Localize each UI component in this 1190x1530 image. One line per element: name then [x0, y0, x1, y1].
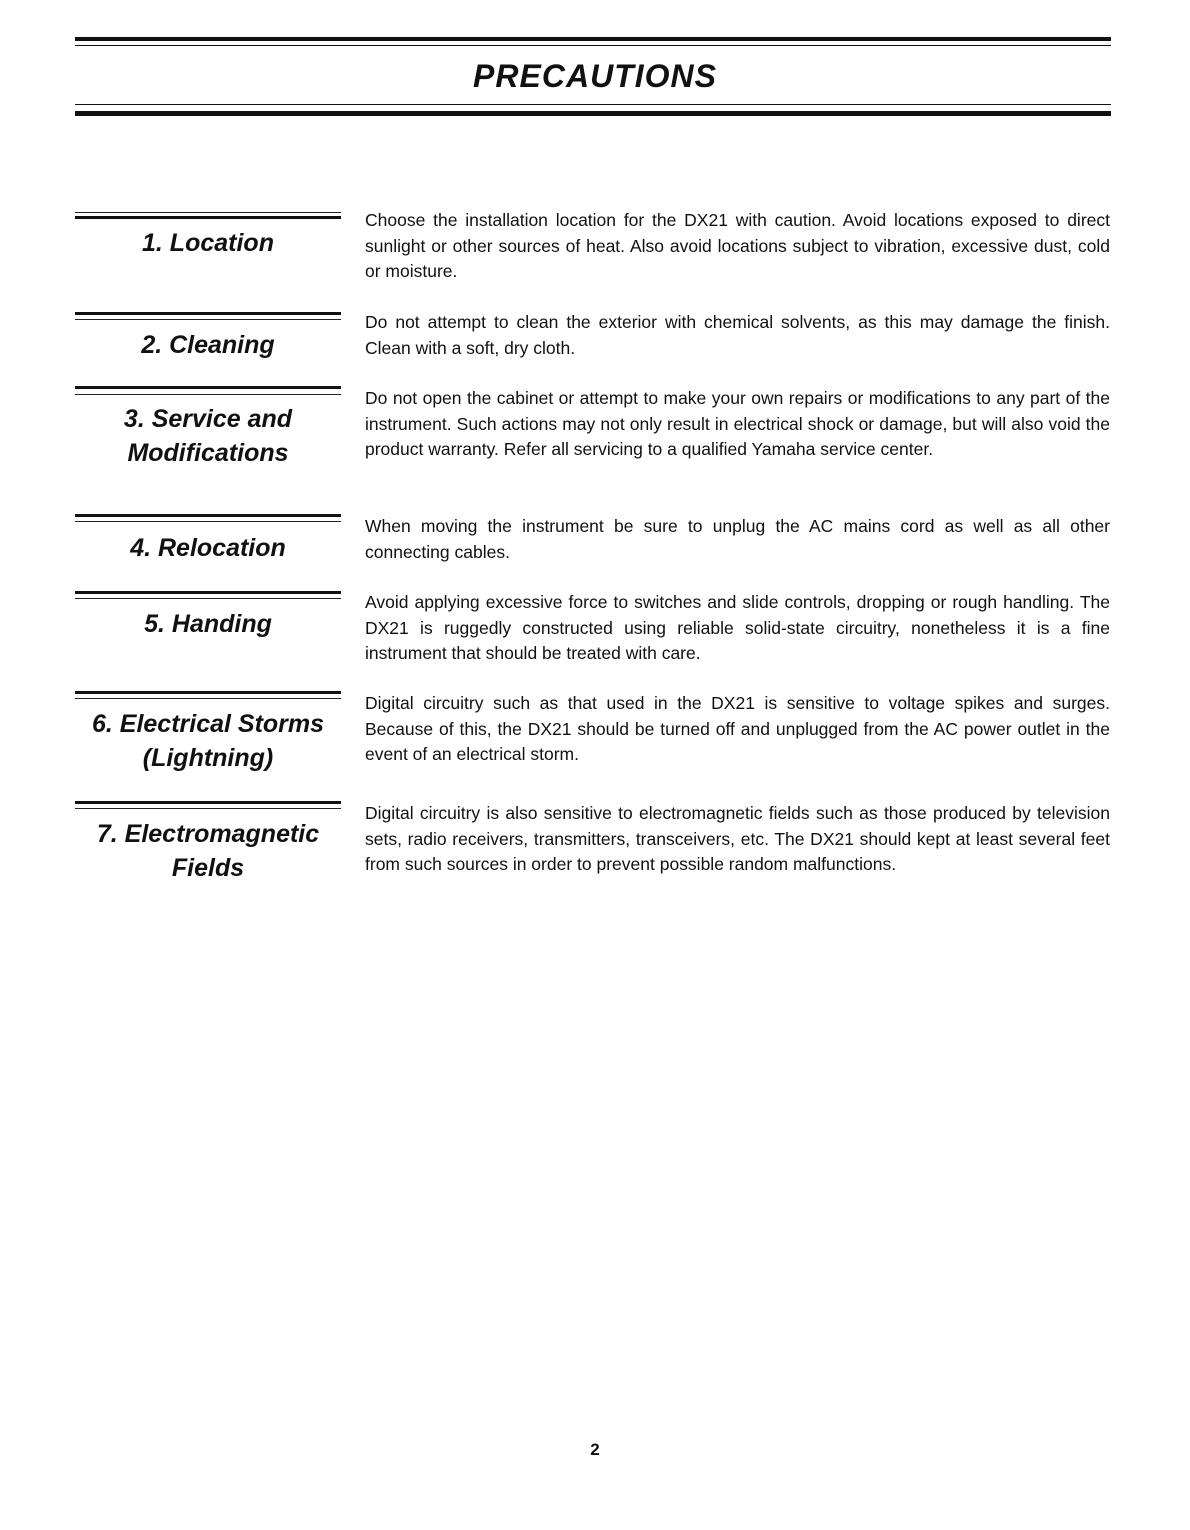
heading-line: 7. Electromagnetic: [96, 820, 320, 848]
section-rule-thin: [75, 808, 341, 809]
section-body: Digital circuitry such as that used in the DX21 is sensitive to voltage spikes and surges. Because of this, the DX21 should be turned off and unplugged from the AC power outlet in the event of an electrical storm.: [365, 693, 1110, 764]
section-heading: [70, 226, 346, 260]
section-body: Do not open the cabinet or attempt to make your own repairs or modifications to any part of the instrument. Such actions may not only result in electrical shock or damage, but will also void the product warranty. Refer all servicing to a qualified Yamaha service center.: [365, 388, 1110, 459]
heading-line: 2. Cleaning: [141, 331, 275, 359]
section-rule-thick: [75, 591, 341, 594]
section-rule-thin: [75, 319, 341, 320]
section-rule-thick: [75, 312, 341, 315]
section-rule-thin: [75, 212, 341, 213]
section-rule-thick: [75, 691, 341, 694]
section-heading: [70, 607, 346, 641]
section-body: Do not attempt to clean the exterior with chemical solvents, as this may damage the finish. Clean with a soft, dry cloth.: [365, 312, 1110, 358]
heading-line: 5. Handing: [144, 610, 272, 638]
section-rule-thin: [75, 394, 341, 395]
section-body: When moving the instrument be sure to unplug the AC mains cord as well as all other connecting cables.: [365, 516, 1110, 562]
section-body: Avoid applying excessive force to switches and slide controls, dropping or rough handling. The DX21 is ruggedly constructed using reliable solid-state circuitry, nonetheless it is a fine instrument that should be treated with care.: [365, 592, 1110, 663]
section-rule-thin: [75, 598, 341, 599]
section-rule-thick: [75, 386, 341, 389]
page-title: PRECAUTIONS: [473, 58, 717, 94]
heading-line: 1. Location: [142, 229, 274, 257]
section-rule-thin: [75, 521, 341, 522]
section-body: Digital circuitry is also sensitive to electromagnetic fields such as those produced by television sets, radio receivers, transmitters, transceivers, etc. The DX21 should kept at least several feet from such sources in order to prevent possible random malfunctions.: [365, 803, 1110, 874]
header-top-rule-thin: [75, 45, 1111, 46]
section-rule-thin: [75, 698, 341, 699]
section-rule-thick: [75, 514, 341, 517]
heading-line: Fields: [171, 854, 245, 882]
section-rule-thick: [75, 801, 341, 804]
header-top-rule-thick: [75, 37, 1111, 41]
page-number: 2: [590, 1440, 600, 1459]
header-bottom-rule-thick: [75, 111, 1111, 116]
section-heading: [70, 328, 346, 362]
heading-line: (Lightning): [142, 744, 274, 772]
section-heading: [70, 817, 346, 885]
section-heading: [70, 707, 346, 775]
section-heading: [70, 402, 346, 470]
heading-line: 4. Relocation: [130, 534, 286, 562]
section-heading: [70, 531, 346, 565]
section-body: Choose the installation location for the DX21 with caution. Avoid locations exposed to direct sunlight or other sources of heat. Also avoid locations subject to vibration, excessive dust, cold or moisture.: [365, 210, 1110, 281]
heading-line: 6. Electrical Storms: [91, 710, 325, 738]
heading-line: Modifications: [127, 439, 289, 467]
section-rule-thick: [75, 216, 341, 219]
heading-line: 3. Service and: [123, 405, 293, 433]
header-bottom-rule-thin: [75, 104, 1111, 105]
